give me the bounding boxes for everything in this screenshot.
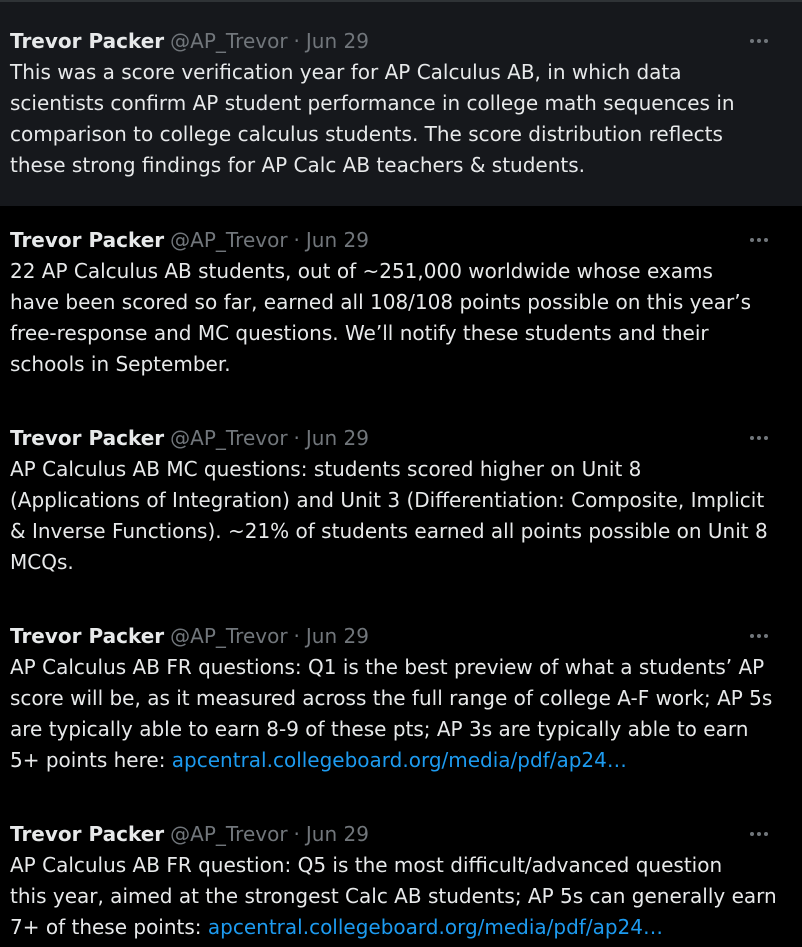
author-name[interactable]: Trevor Packer bbox=[10, 29, 165, 53]
more-horizontal-icon[interactable] bbox=[744, 422, 774, 454]
tweet-header bbox=[10, 25, 792, 57]
separator: · bbox=[293, 822, 300, 846]
tweet-text-line: these strong findings for AP Calc AB teachers & students. bbox=[10, 153, 585, 177]
tweet-text-line: comparison to college calculus students. The score distribution reflects bbox=[10, 122, 723, 146]
tweet-header bbox=[10, 224, 792, 256]
separator: · bbox=[293, 228, 300, 252]
tweet-date[interactable]: Jun 29 bbox=[305, 426, 369, 450]
tweet-text-line: & Inverse Functions). ~21% of students earned all points possible on Unit 8 bbox=[10, 519, 768, 543]
author-handle[interactable]: @AP_Trevor bbox=[170, 822, 288, 846]
tweet-date[interactable]: Jun 29 bbox=[305, 228, 369, 252]
tweet-text-line: AP Calculus AB FR questions: Q1 is the best preview of what a students’ AP bbox=[10, 655, 765, 679]
tweet-text-line: MCQs. bbox=[10, 550, 74, 574]
author-handle[interactable]: @AP_Trevor bbox=[170, 624, 288, 648]
tweet-link[interactable]: apcentral.collegeboard.org/media/pdf/ap24… bbox=[171, 748, 627, 772]
tweet-text bbox=[10, 256, 792, 380]
tweet-text-line: AP Calculus AB FR question: Q5 is the most difficult/advanced question bbox=[10, 853, 723, 877]
author-name[interactable]: Trevor Packer bbox=[10, 624, 165, 648]
tweet[interactable] bbox=[0, 818, 802, 943]
tweet-text-line: are typically able to earn 8-9 of these pts; AP 3s are typically able to earn bbox=[10, 717, 749, 741]
tweet-text-line bbox=[10, 745, 792, 776]
author-name[interactable]: Trevor Packer bbox=[10, 228, 165, 252]
tweet-date[interactable]: Jun 29 bbox=[305, 624, 369, 648]
tweet-text-fragment: 5+ points here: bbox=[10, 748, 172, 772]
tweet-date[interactable]: Jun 29 bbox=[305, 822, 369, 846]
tweet-text-line: AP Calculus AB MC questions: students scored higher on Unit 8 bbox=[10, 457, 642, 481]
author-handle[interactable]: @AP_Trevor bbox=[170, 228, 288, 252]
tweet[interactable] bbox=[0, 224, 802, 380]
tweet-header bbox=[10, 620, 792, 652]
author-name[interactable]: Trevor Packer bbox=[10, 426, 165, 450]
separator: · bbox=[293, 624, 300, 648]
tweet-text bbox=[10, 57, 792, 181]
tweet-text bbox=[10, 850, 792, 943]
more-horizontal-icon[interactable] bbox=[744, 25, 774, 57]
tweet-text-line bbox=[10, 912, 792, 943]
more-horizontal-icon[interactable] bbox=[744, 620, 774, 652]
author-handle[interactable]: @AP_Trevor bbox=[170, 426, 288, 450]
tweet-header bbox=[10, 422, 792, 454]
tweet-link[interactable]: apcentral.collegeboard.org/media/pdf/ap24… bbox=[207, 915, 663, 939]
tweet-text-line: score will be, as it measured across the full range of college A-F work; AP 5s bbox=[10, 686, 773, 710]
author-name[interactable]: Trevor Packer bbox=[10, 822, 165, 846]
separator: · bbox=[293, 426, 300, 450]
tweet-text-line: (Applications of Integration) and Unit 3 (Differentiation: Composite, Implicit bbox=[10, 488, 765, 512]
separator: · bbox=[293, 29, 300, 53]
more-horizontal-icon[interactable] bbox=[744, 818, 774, 850]
tweet-text bbox=[10, 454, 792, 578]
tweet[interactable] bbox=[0, 620, 802, 776]
author-handle[interactable]: @AP_Trevor bbox=[170, 29, 288, 53]
tweet-text-line: 22 AP Calculus AB students, out of ~251,000 worldwide whose exams bbox=[10, 259, 713, 283]
tweet-text-line: scientists confirm AP student performance in college math sequences in bbox=[10, 91, 735, 115]
tweet-text-line: schools in September. bbox=[10, 352, 231, 376]
tweet-text-fragment: 7+ of these points: bbox=[10, 915, 208, 939]
tweet-text-line: have been scored so far, earned all 108/108 points possible on this year’s bbox=[10, 290, 751, 314]
tweet-header bbox=[10, 818, 792, 850]
tweet[interactable] bbox=[0, 422, 802, 578]
tweet-text-line: This was a score verification year for AP Calculus AB, in which data bbox=[10, 60, 682, 84]
tweet-date[interactable]: Jun 29 bbox=[305, 29, 369, 53]
tweet-text bbox=[10, 652, 792, 776]
more-horizontal-icon[interactable] bbox=[744, 224, 774, 256]
tweet-text-line: this year, aimed at the strongest Calc AB students; AP 5s can generally earn bbox=[10, 884, 777, 908]
tweet-text-line: free-response and MC questions. We’ll notify these students and their bbox=[10, 321, 709, 345]
tweet[interactable] bbox=[0, 2, 802, 206]
